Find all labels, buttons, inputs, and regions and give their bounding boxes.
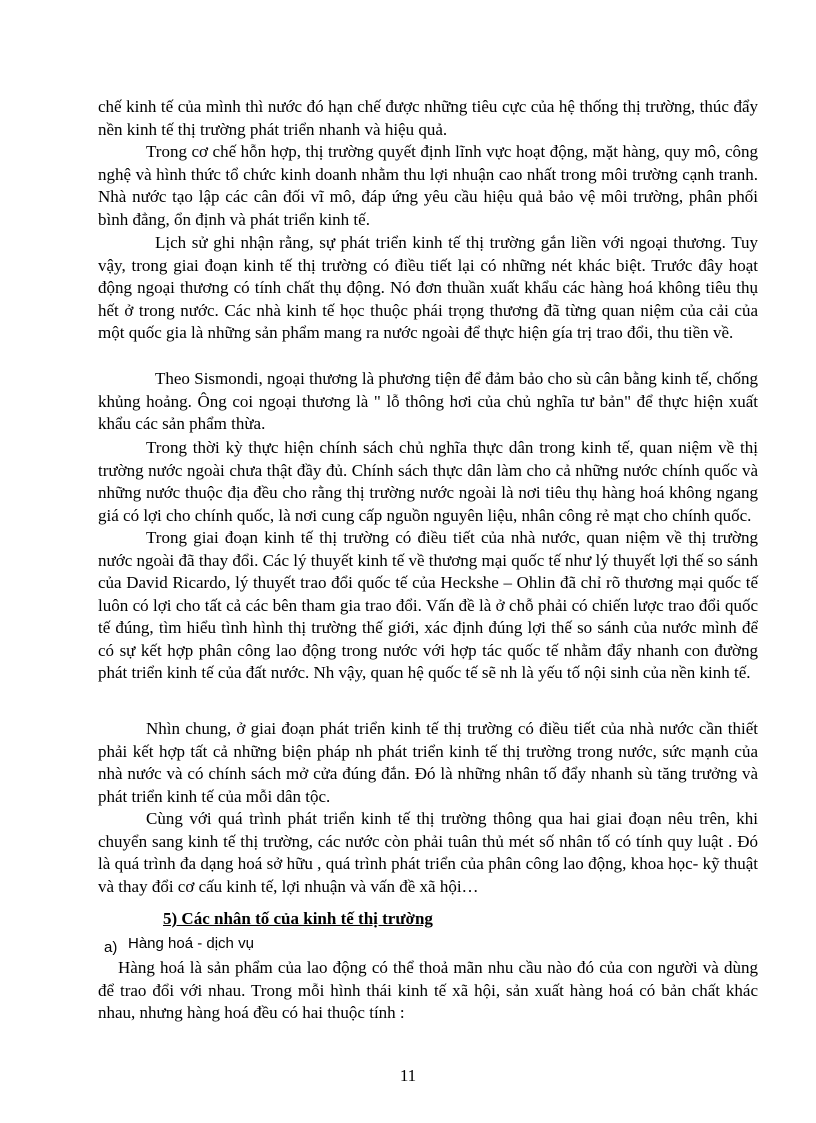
section-heading: 5) Các nhân tố của kinh tế thị trường [163, 909, 433, 928]
paragraph-general-view: Nhìn chung, ở giai đoạn phát triển kinh tế thị trường có điều tiết của nhà nước cần thiết phải kết hợp tất cả những biện pháp nh phát triển kinh tế thị trường trong nước, sức mạnh của nhà nước và có chính sách mở cửa đúng đắn. Đó là những nhân tố đẩy nhanh sù tăng trưởng và phát triển kinh tế của mỗi dân tộc. [98, 719, 758, 806]
paragraph-mixed-mechanism: Trong cơ chế hỗn hợp, thị trường quyết định lĩnh vực hoạt động, mặt hàng, quy mô, công nghệ và hình thức tổ chức kinh doanh nhằm thu lợi nhuận cao nhất trong môi trường cạnh tranh. Nhà nước tạo lập các cân đối vĩ mô, đáp ứng yêu cầu hiệu quả bảo vệ môi trường, phân phối bình đẳng, ổn định và phát triển kinh tế. [98, 142, 758, 229]
page-number: 11 [399, 1066, 417, 1085]
paragraph-history-foreign-trade: Lịch sử ghi nhận rằng, sự phát triển kinh tế thị trường gắn liền với ngoại thương. Tuy vậy, trong giai đoạn kinh tế thị trường có điều tiết lại có những nét khác biệt. Trước đây hoạt động ngoại thương có tính chất thụ động. Nó đơn thuần xuất khẩu các hàng hoá không tiêu thụ hết ở trong nước. Các nhà kinh tế học thuộc phái trọng thương đã từng quan niệm của cải của một quốc gia là những sản phẩm mang ra nước ngoài để thực hiện gía trị trao đổi, thu tiền về. [98, 233, 758, 342]
paragraph-goods-definition: Hàng hoá là sản phẩm của lao động có thể thoả mãn nhu cầu nào đó của con người và dùng để trao đổi với nhau. Trong mỗi hình thái kinh tế xã hội, sản xuất hàng hoá có bản chất khác nhau, nhưng hàng hoá đều có hai thuộc tính : [98, 958, 758, 1022]
subsection-marker: a) [104, 939, 118, 956]
paragraph-two-stages: Cùng với quá trình phát triển kinh tế thị trường thông qua hai giai đoạn nêu trên, khi chuyển sang kinh tế thị trường, các nước còn phải tuân thủ mét số nhân tố có tính quy luật . Đó là quá trình đa dạng hoá sở hữu , quá trình phát triển của phân công lao động, khoa học- kỹ thuật và thay đổi cơ cấu kinh tế, lợi nhuận và vấn đề xã hội… [98, 809, 758, 896]
paragraph-regulated-market: Trong giai đoạn kinh tế thị trường có điều tiết của nhà nước, quan niệm về thị trường nước ngoài đã thay đổi. Các lý thuyết kinh tế về thương mại quốc tế như lý thuyết lợi thế so sánh của David Ricardo, lý thuyết trao đổi quốc tế của Heckshe – Ohlin đã chỉ rõ thương mại quốc tế luôn có lợi cho tất cả các bên tham gia trao đổi. Vấn đề là ở chỗ phải có chiến lược trao đổi quốc tế đúng, tìm hiểu tình hình thị trường thế giới, xác định đúng lợi thế so sánh của nước mình để có sự kết hợp phân công lao động trong nước với hợp tác quốc tế nhằm đẩy nhanh con đường phát triển kinh tế của đất nước. Nh vậy, quan hệ quốc tế sẽ nh là yếu tố nội sinh của nền kinh tế. [98, 528, 758, 682]
paragraph-intro-continuation: chế kinh tế của mình thì nước đó hạn chế được những tiêu cực của hệ thống thị trường, thúc đẩy nền kinh tế thị trường phát triển nhanh và hiệu quả. [98, 97, 758, 139]
paragraph-sismondi: Theo Sismondi, ngoại thương là phương tiện để đảm bảo cho sù cân bằng kinh tế, chống khủng hoảng. Ông coi ngoại thương là " lỗ thông hơi của chủ nghĩa tư bản" để thực hiện xuất khẩu các sản phẩm thừa. [98, 369, 758, 433]
paragraph-colonial-period: Trong thời kỳ thực hiện chính sách chủ nghĩa thực dân trong kinh tế, quan niệm về thị trường nước ngoài chưa thật đầy đủ. Chính sách thực dân làm cho cả những nước chính quốc và những nước thuộc địa đều cho rằng thị trường nước ngoài là nơi tiêu thụ hàng hoá không ngang giá có lợi cho chính quốc, là nơi cung cấp nguồn nguyên liệu, nhân công rẻ mạt cho chính quốc. [98, 438, 758, 525]
subsection-heading: Hàng hoá - dịch vụ [128, 935, 254, 952]
